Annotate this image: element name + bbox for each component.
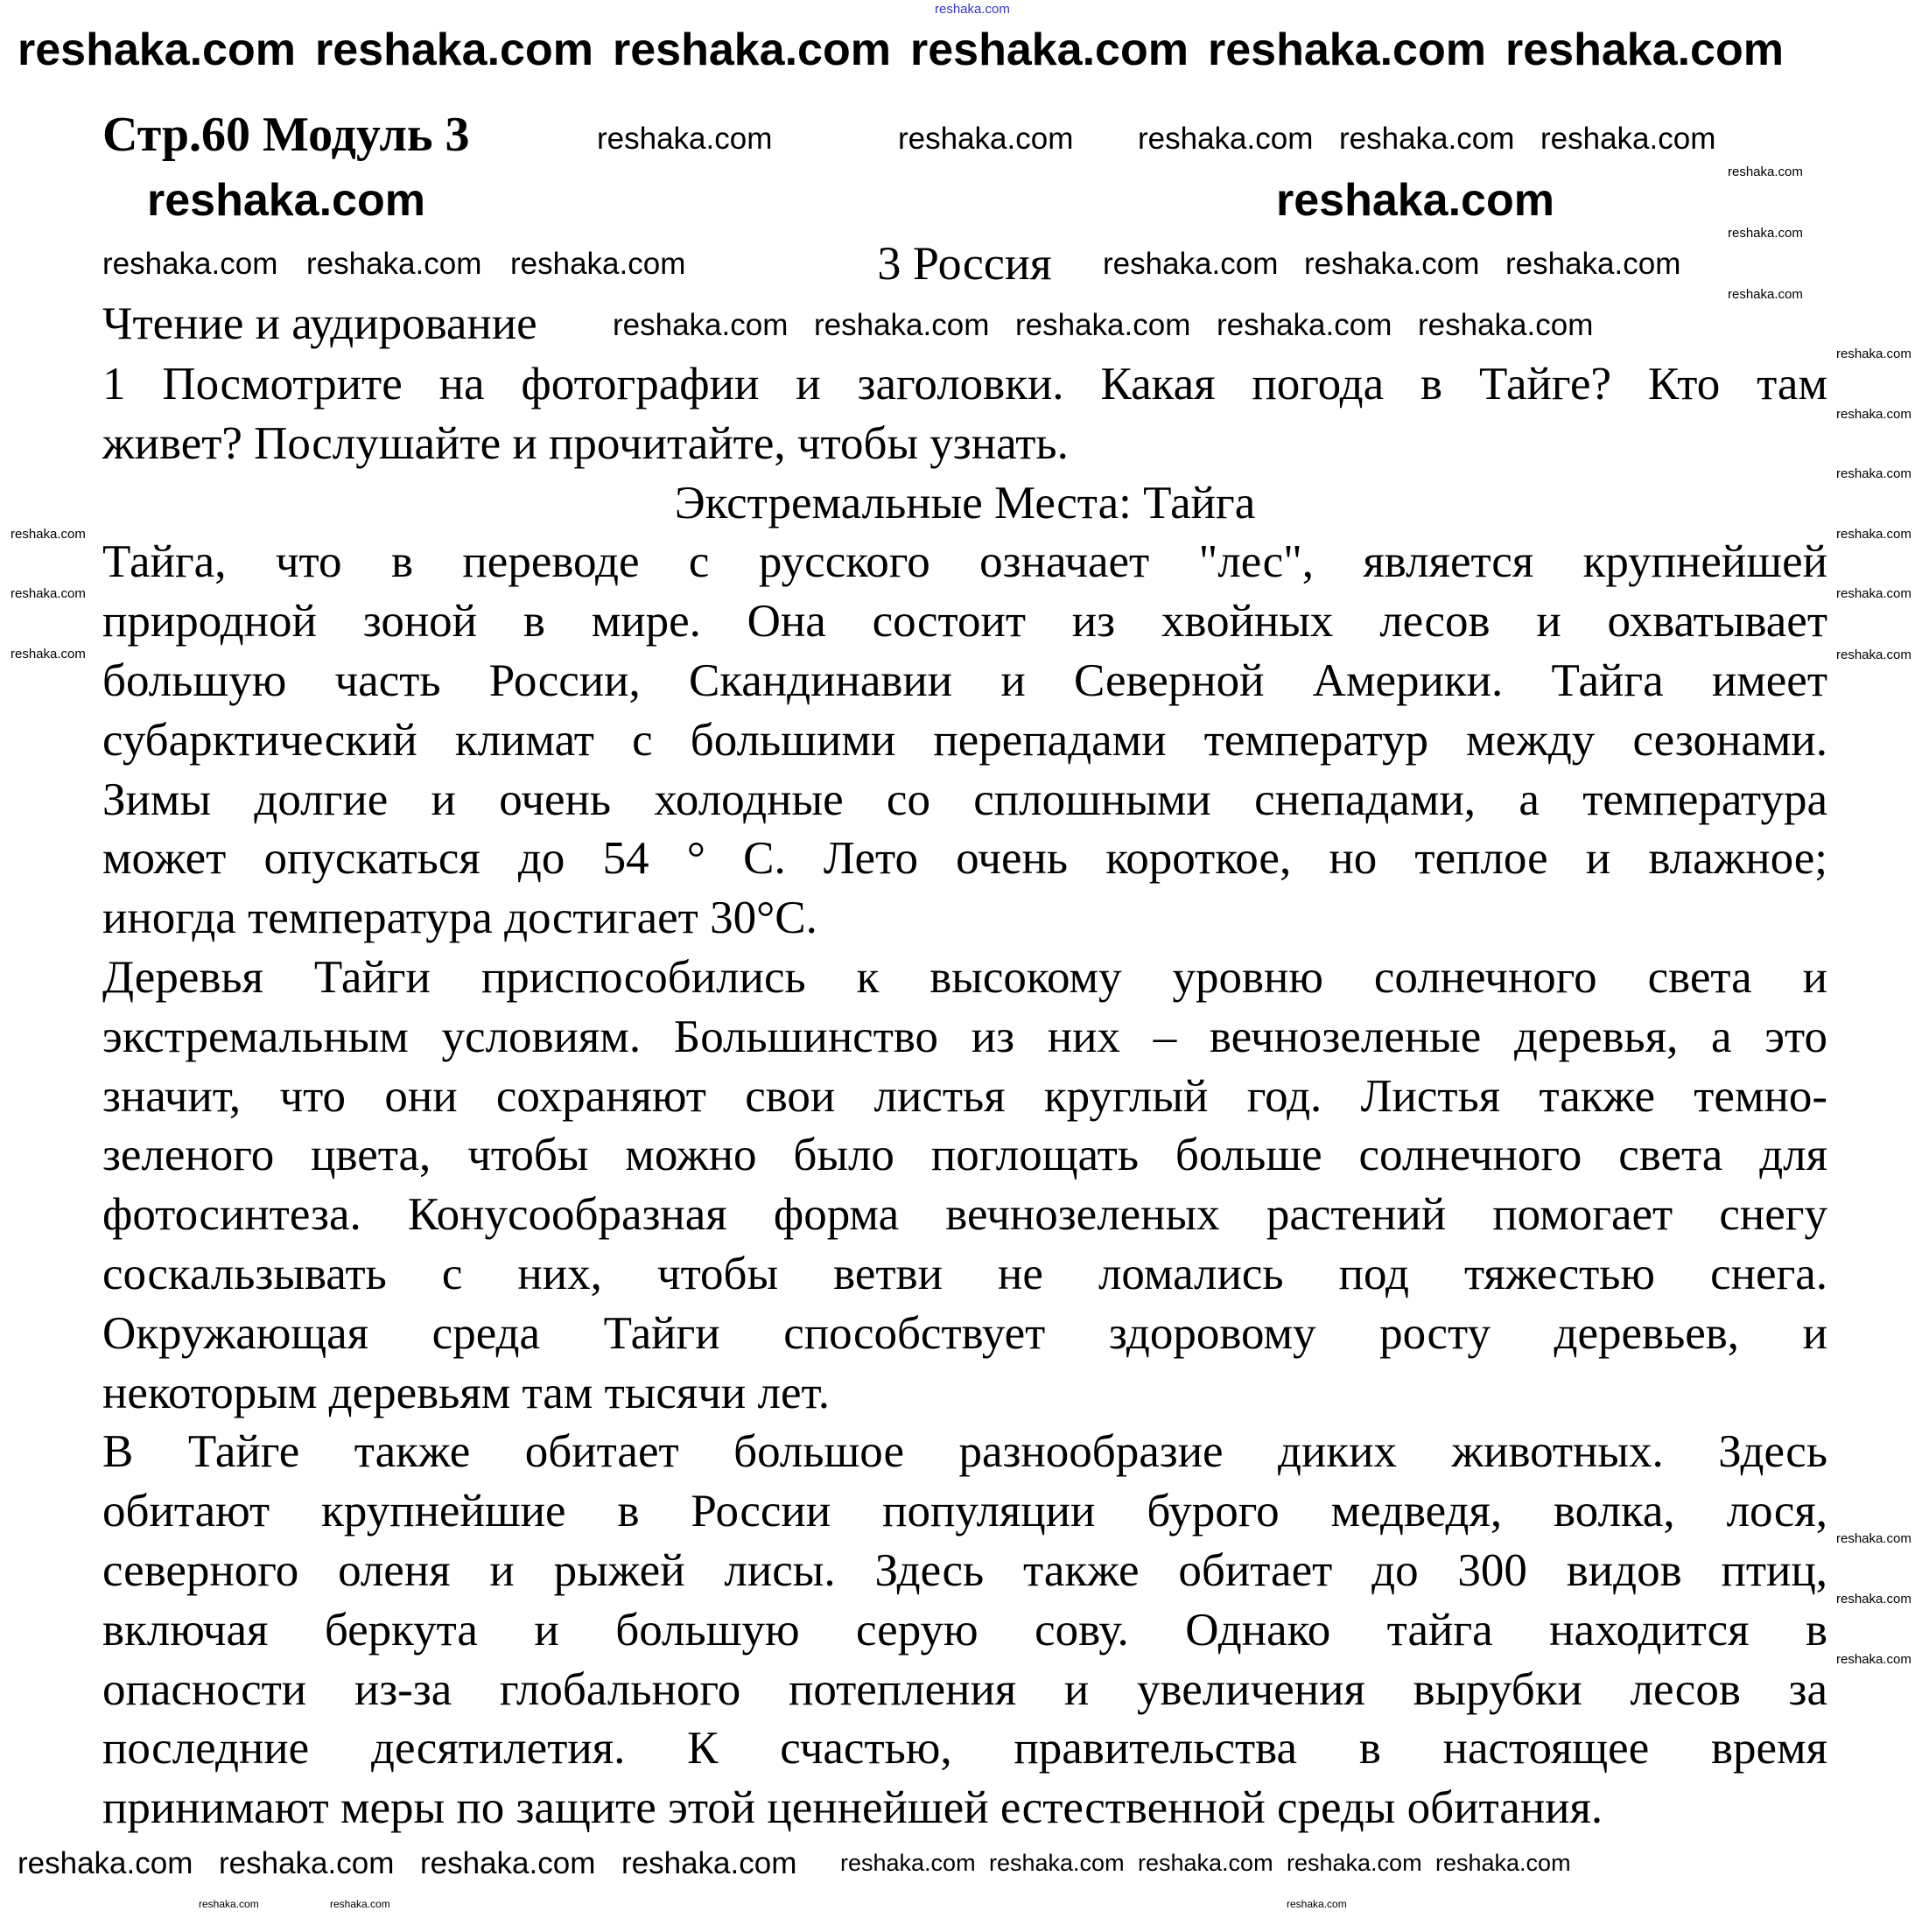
watermark: reshaka.com [1287, 1850, 1422, 1876]
watermark: reshaka.com [898, 122, 1074, 156]
paragraph-line: последние десятилетия. К счастью, правительства в настоящее время [102, 1723, 1827, 1774]
watermark: reshaka.com [11, 527, 86, 542]
watermark: reshaka.com [315, 24, 593, 75]
section-title: 3 Россия [877, 237, 1052, 290]
watermark: reshaka.com [1836, 407, 1911, 422]
watermark: reshaka.com [199, 1898, 259, 1910]
watermark: reshaka.com [11, 586, 86, 601]
watermark: reshaka.com [1276, 175, 1554, 226]
paragraph-line: субарктический климат с большими перепадами температур между сезонами. [102, 714, 1827, 766]
watermark: reshaka.com [1540, 122, 1716, 156]
watermark: reshaka.com [989, 1850, 1125, 1876]
watermark: reshaka.com [1287, 1898, 1347, 1910]
paragraph-line: принимают меры по защите этой ценнейшей естественной среды обитания. [102, 1782, 1603, 1834]
watermark: reshaka.com [910, 24, 1189, 75]
watermark: reshaka.com [102, 247, 278, 281]
paragraph-line: опасности из-за глобального потепления и увеличения вырубки лесов за [102, 1663, 1827, 1715]
watermark: reshaka.com [597, 122, 773, 156]
paragraph-line: Окружающая среда Тайги способствует здоровому росту деревьев, и [102, 1307, 1827, 1359]
watermark: reshaka.com [613, 24, 891, 75]
paragraph-line: фотосинтеза. Конусообразная форма вечнозеленых растений помогает снегу [102, 1189, 1827, 1241]
watermark: reshaka.com [1339, 122, 1515, 156]
watermark: reshaka.com [1836, 1531, 1911, 1546]
paragraph-line: Тайга, что в переводе с русского означает "лес", является крупнейшей [102, 536, 1827, 588]
watermark: reshaka.com [1208, 24, 1486, 75]
paragraph-line: Зимы долгие и очень холодные со сплошными снепадами, а температура [102, 774, 1827, 825]
watermark: reshaka.com [1728, 287, 1803, 302]
watermark: reshaka.com [1836, 346, 1911, 361]
paragraph-line: иногда температура достигает 30°С. [102, 892, 817, 944]
watermark: reshaka.com [510, 247, 686, 281]
watermark: reshaka.com [1015, 308, 1191, 342]
article-title: Экстремальные Места: Тайга [674, 477, 1256, 528]
exercise-line: живет? Послушайте и прочитайте, чтобы узнать. [102, 417, 1069, 469]
watermark: reshaka.com [814, 308, 990, 342]
watermark: reshaka.com [219, 1846, 395, 1880]
watermark: reshaka.com [1836, 648, 1911, 662]
paragraph-line: зеленого цвета, чтобы можно было поглощать больше солнечного света для [102, 1130, 1827, 1181]
watermark: reshaka.com [1836, 1592, 1911, 1606]
watermark: reshaka.com [1836, 586, 1911, 601]
watermark: reshaka.com [18, 1846, 193, 1880]
watermark: reshaka.com [147, 175, 425, 226]
paragraph-line: обитают крупнейшие в России популяции бурого медведя, волка, лося, [102, 1486, 1827, 1537]
paragraph-line: включая беркута и большую серую сову. Однако тайга находится в [102, 1604, 1827, 1656]
watermark: reshaka.com [1103, 247, 1279, 281]
watermark: reshaka.com [1505, 247, 1681, 281]
watermark: reshaka.com [1138, 122, 1314, 156]
watermark: reshaka.com [11, 647, 86, 662]
watermark: reshaka.com [420, 1846, 596, 1880]
page-title: Стр.60 Модуль 3 [102, 108, 470, 162]
watermark: reshaka.com [18, 24, 296, 75]
watermark: reshaka.com [621, 1846, 797, 1880]
paragraph-line: В Тайге также обитает большое разнообразие диких животных. Здесь [102, 1426, 1827, 1478]
subsection-title: Чтение и аудирование [102, 298, 537, 349]
paragraph-line: может опускаться до 54 ° С. Лето очень короткое, но теплое и влажное; [102, 833, 1827, 885]
exercise-line: 1 Посмотрите на фотографии и заголовки. Какая погода в Тайге? Кто там [102, 359, 1827, 410]
watermark: reshaka.com [1418, 308, 1594, 342]
watermark: reshaka.com [1728, 164, 1803, 179]
paragraph-line: природной зоной в мире. Она состоит из хвойных лесов и охватывает [102, 596, 1827, 648]
watermark: reshaka.com [1505, 24, 1784, 75]
paragraph-line: большую часть России, Скандинавии и Северной Америки. Тайга имеет [102, 654, 1827, 706]
watermark: reshaka.com [613, 308, 789, 342]
paragraph-line: соскальзывать с них, чтобы ветви не ломались под тяжестью снега. [102, 1248, 1827, 1299]
document-body [102, 355, 1827, 1838]
watermark: reshaka.com [1138, 1850, 1273, 1876]
paragraph-line: экстремальным условиям. Большинство из них – вечнозеленые деревья, а это [102, 1011, 1827, 1062]
watermark: reshaka.com [1304, 247, 1480, 281]
watermark: reshaka.com [1836, 527, 1911, 542]
watermark-link[interactable]: reshaka.com [935, 2, 1010, 17]
paragraph-line: значит, что они сохраняют свои листья круглый год. Листья также темно- [102, 1070, 1827, 1122]
watermark: reshaka.com [1217, 308, 1392, 342]
watermark: reshaka.com [306, 247, 482, 281]
watermark: reshaka.com [840, 1850, 976, 1876]
watermark: reshaka.com [1728, 226, 1803, 241]
watermark: reshaka.com [1435, 1850, 1571, 1876]
paragraph-line: северного оленя и рыжей лисы. Здесь также обитает до 300 видов птиц, [102, 1544, 1827, 1596]
watermark: reshaka.com [1836, 1652, 1911, 1667]
paragraph-line: Деревья Тайги приспособились к высокому уровню солнечного света и [102, 951, 1827, 1003]
paragraph-line: некоторым деревьям там тысячи лет. [102, 1367, 830, 1418]
watermark: reshaka.com [330, 1898, 390, 1910]
watermark: reshaka.com [1836, 466, 1911, 481]
